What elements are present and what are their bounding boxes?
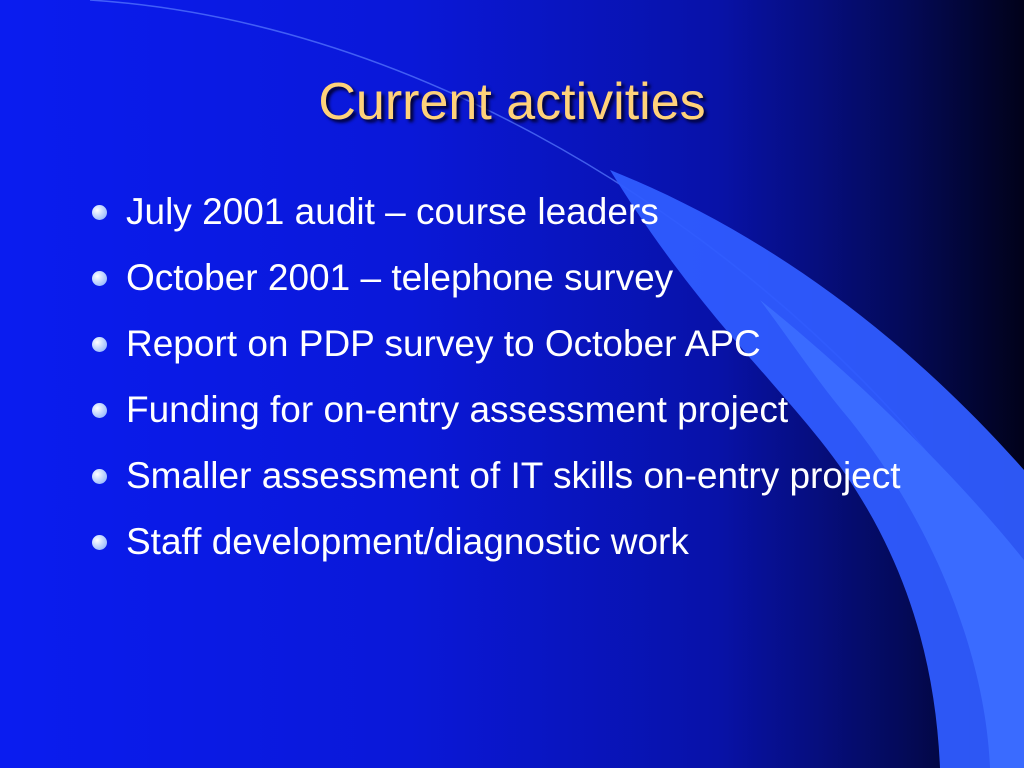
bullet-item bbox=[88, 320, 948, 368]
bullet-icon bbox=[92, 535, 107, 550]
slide-title: Current activities bbox=[318, 73, 706, 131]
bullet-item bbox=[88, 518, 948, 566]
bullet-icon bbox=[92, 337, 107, 352]
bullet-text: Smaller assessment of IT skills on-entry project bbox=[126, 455, 901, 496]
bullet-list bbox=[88, 188, 948, 584]
bullet-item bbox=[88, 452, 948, 500]
bullet-icon bbox=[92, 205, 107, 220]
bullet-item bbox=[88, 188, 948, 236]
bullet-icon bbox=[92, 271, 107, 286]
bullet-icon bbox=[92, 469, 107, 484]
bullet-text: Funding for on-entry assessment project bbox=[126, 389, 789, 430]
bullet-text: July 2001 audit – course leaders bbox=[126, 191, 659, 232]
bullet-item bbox=[88, 254, 948, 302]
bullet-icon bbox=[92, 403, 107, 418]
bullet-item bbox=[88, 386, 826, 434]
bullet-text: Report on PDP survey to October APC bbox=[126, 323, 761, 364]
bullet-text: Staff development/diagnostic work bbox=[126, 521, 689, 562]
bullet-text: October 2001 – telephone survey bbox=[126, 257, 674, 298]
